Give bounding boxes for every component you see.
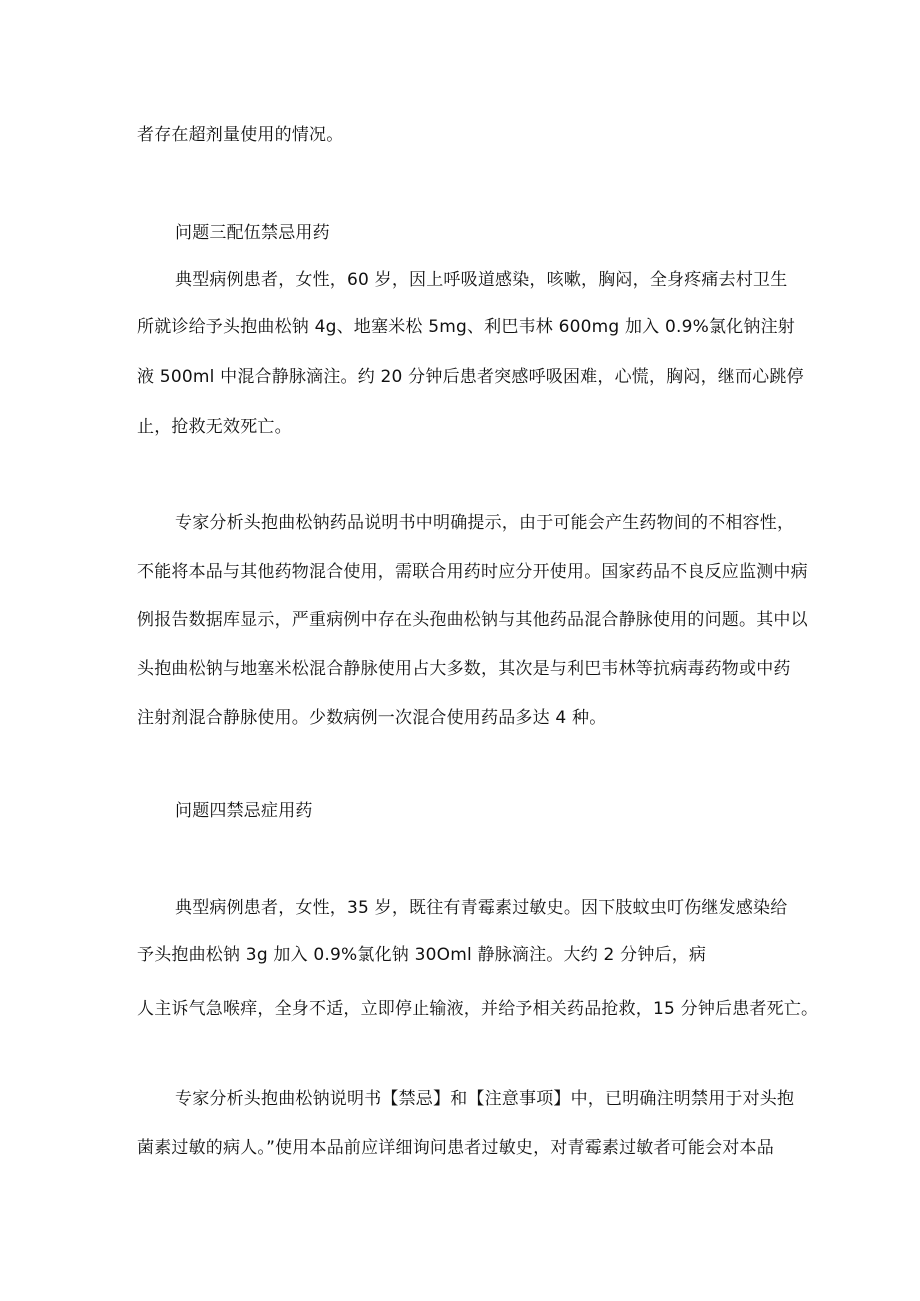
paragraph-line: 菌素过敏的病人。”使用本品前应详细询问患者过敏史，对青霉素过敏者可能会对本品 bbox=[137, 1138, 774, 1158]
section-heading: 问题四禁忌症用药 bbox=[175, 801, 313, 821]
paragraph-line: 予头抱曲松钠 3g 加入 0.9%氯化钠 30Oml 静脉滴注。大约 2 分钟后，病 bbox=[137, 945, 707, 965]
paragraph-line: 专家分析头抱曲松钠说明书【禁忌】和【注意事项】中，已明确注明禁用于对头抱 bbox=[175, 1089, 795, 1109]
paragraph-line: 不能将本品与其他药物混合使用，需联合用药时应分开使用。国家药品不良反应监测中病 bbox=[137, 562, 808, 582]
section-heading: 问题三配伍禁忌用药 bbox=[175, 223, 330, 243]
paragraph-line: 注射剂混合静脉使用。少数病例一次混合使用药品多达 4 种。 bbox=[137, 708, 607, 728]
paragraph-line: 例报告数据库显示，严重病例中存在头孢曲松钠与其他药品混合静脉使用的问题。其中以 bbox=[137, 610, 808, 630]
paragraph-line: 者存在超剂量使用的情况。 bbox=[137, 125, 344, 145]
paragraph-line: 典型病例患者，女性，35 岁，既往有青霉素过敏史。因下肢蚊虫叮伤继发感染给 bbox=[175, 898, 788, 918]
paragraph-line: 液 500ml 中混合静脉滴注。约 20 分钟后患者突感呼吸困难，心慌，胸闷，继而心跳停 bbox=[137, 367, 804, 387]
paragraph-line: 专家分析头抱曲松钠药品说明书中明确提示，由于可能会产生药物间的不相容性， bbox=[175, 513, 795, 533]
paragraph-line: 头抱曲松钠与地塞米松混合静脉使用占大多数，其次是与利巴韦林等抗病毒药物或中药 bbox=[137, 659, 791, 679]
paragraph-line: 人主诉气急喉痒，全身不适，立即停止输液，并给予相关药品抢救，15 分钟后患者死亡。 bbox=[137, 999, 819, 1019]
paragraph-line: 所就诊给予头抱曲松钠 4g、地塞米松 5mg、利巴韦林 600mg 加入 0.9%氯化钠注射 bbox=[137, 317, 795, 337]
paragraph-line: 止，抢救无效死亡。 bbox=[137, 417, 292, 437]
paragraph-line: 典型病例患者，女性，60 岁，因上呼吸道感染，咳嗽，胸闷，全身疼痛去村卫生 bbox=[175, 270, 788, 290]
